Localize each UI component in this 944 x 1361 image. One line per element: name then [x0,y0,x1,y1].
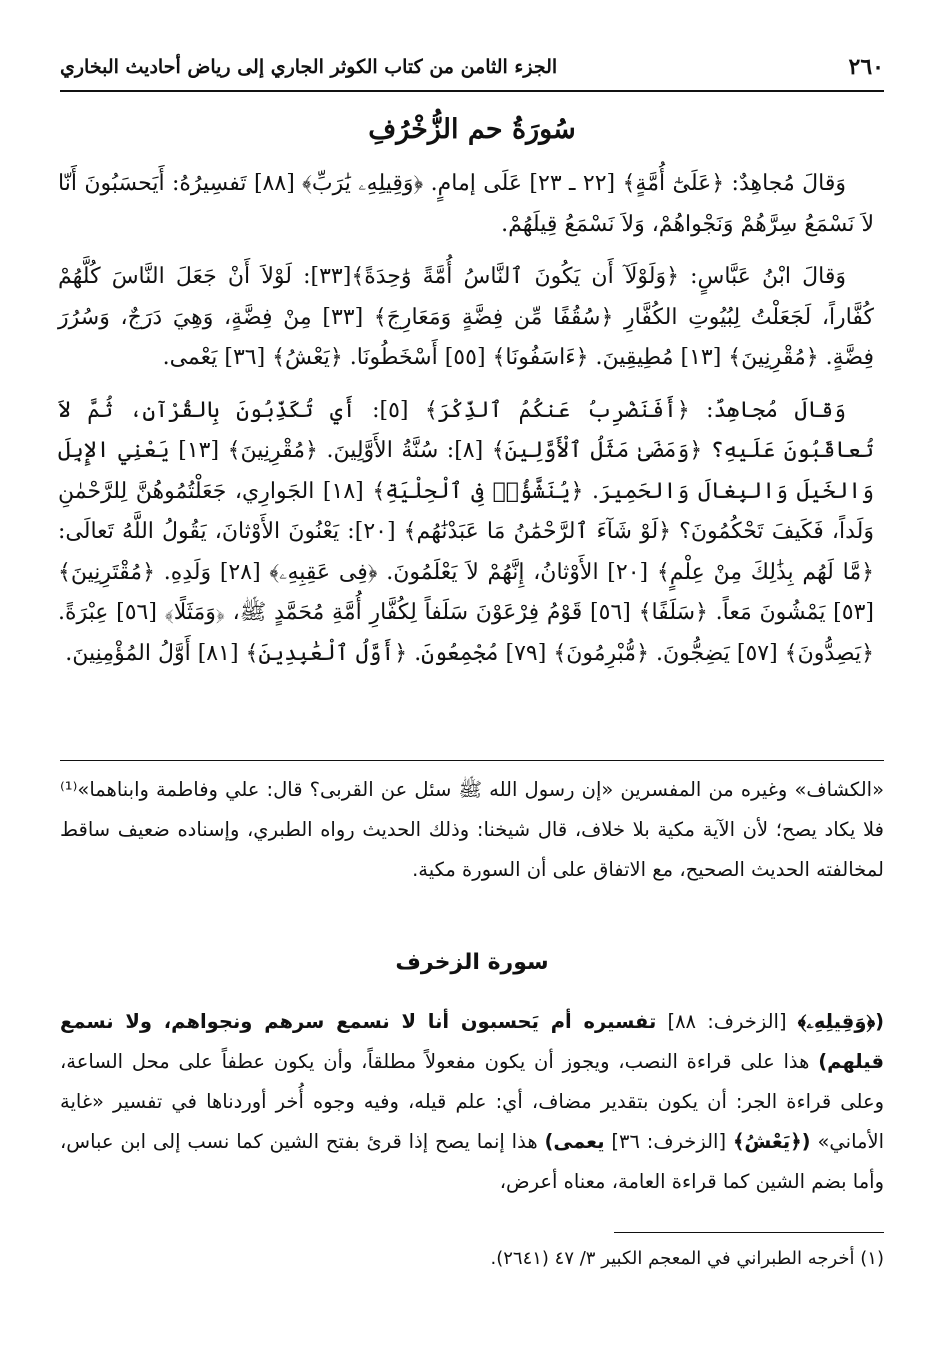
main-paragraph: وَقالَ مُجاهِدٌ: ﴿أَفَنَضْرِبُ عَنكُمُ ٱلذِّكْرَ﴾ [٥]: أَي تُكَذِّبُونَ بِالقُرْآنِ، ثُمَّ لاَ تُعاقَبُونَ عَلَيهِ؟ ﴿وَمَضَىٰ مَثَلُ ٱلْأَوَّلِينَ﴾ [٨]: سُنَّةُ الأَوَّلِينَ. ﴿مُقْرِنِينَ﴾ [١٣] يَعْنِي الإِبِلَ وَالخَيلَ وَالبِغالَ وَالحَمِيرَ. ﴿يُنَشَّؤُا۟ فِى ٱلْحِلْيَةِ﴾ [١٨] الجَوارِي، جَعَلْتُمُوهُنَّ لِلرَّحْمٰنِ وَلَداً، فَكَيفَ تَحْكُمُونَ؟ ﴿لَوْ شَآءَ ٱلرَّحْمَٰنُ مَا عَبَدْنَٰهُم﴾ [٢٠]: يَعْنُونَ الأَوْثانَ، يَقُولُ اللَّهُ تَعالَى: ﴿مَّا لَهُم بِذَٰلِكَ مِنْ عِلْمٍ﴾ [٢٠] الأَوْثانُ، إِنَّهُمْ لاَ يَعْلَمُونَ. ﴿فِى عَقِبِهِۦ﴾ [٢٨] وَلَدِهِ. ﴿مُقْتَرِنِينَ﴾ [٥٣] يَمْشُونَ مَعاً. ﴿سَلَفًا﴾ [٥٦] قَوْمُ فِرْعَوْنَ سَلَفاً لِكُفَّارِ أُمَّةِ مُحَمَّدٍ ﷺ، ﴿وَمَثَلًا﴾ [٥٦] عِبْرَةً. ﴿يَصِدُّونَ﴾ [٥٧] يَضِجُّونَ. ﴿مُّبْرِمُونَ﴾ [٧٩] مُجْمِعُونَ. ﴿أَوَّلُ ٱلْعَٰبِدِينَ﴾ [٨١] أَوَّلُ المُؤْمِنِينَ. [58,397,875,666]
commentary-section-title: سورة الزخرف [395,950,549,975]
commentary-paragraph [60,1002,884,1202]
footnote-divider [614,1232,884,1233]
verse-reference: [الزخرف: ٨٨] [667,1010,787,1033]
page-header [60,50,884,92]
main-paragraph: وَقالَ مُجاهِدٌ: ﴿عَلَىٰٓ أُمَّةٍ﴾ [٢٢ ـ ٢٣] عَلَى إمامٍ. ﴿وَقِيلِهِۦ يَٰرَبِّ﴾ [٨٨] تَفسِيرُهُ: أَيَحسَبُونَ أَنّا لاَ نَسْمَعُ سِرَّهُمْ وَنَجْواهُمْ، وَلاَ نَسْمَعُ قِيلَهُمْ. [58,171,874,237]
verse-reference: [الزخرف: ٣٦] [611,1130,727,1153]
quoted-text: يعمى) [544,1130,605,1153]
commentary-text: هذا إنما يصح إذا قرئ بفتح الشين كما نسب إلى ابن عباس، وأما بضم الشين كما قراءة العامة، معناه أعرض، [60,1130,884,1193]
main-text [58,164,874,686]
commentary-text: هذا على قراءة النصب، ويجوز أن يكون مفعولاً مطلقاً، وأن يكون عطفاً على محل الساعة، وعلى قراءة الجر: أن يكون بتقدير مضاف، أي: علم قيله، وفيه وجوه أُخر أوردناها في تفسير «غاية الأماني» [60,1050,884,1153]
page-number: ٢٦٠ [848,54,884,80]
quoted-verse: (﴿وَقِيلِهِۦ﴾ [797,1010,884,1033]
commentary-paragraph: «الكشاف» وغيره من المفسرين «إن رسول الله ﷺ سئل عن القربى؟ قال: علي وفاطمة وابناهما»⁽¹⁾ فلا يكاد يصح؛ لأن الآية مكية بلا خلاف، قال شيخنا: وذلك الحديث رواه الطبري، وإسناده ضعيف ساقط لمخالفته الحديث الصحيح، مع الاتفاق على أن السورة مكية. [60,778,884,881]
section-divider [60,760,884,761]
surah-title: سُورَةُ حم الزُّخْرُفِ [368,114,576,145]
quoted-text: تفسيره أم يَحسبون أنا لا نسمع سرهم ونجواهم، ولا نسمع قيلهم) [60,1010,884,1073]
quoted-verse: (﴿يَعْشُ﴾ [732,1130,811,1153]
main-paragraph: وَقالَ ابْنُ عَبَّاسٍ: ﴿وَلَوْلَآ أَن يَكُونَ ٱلنَّاسُ أُمَّةً وَٰحِدَةً﴾[٣٣]: لَوْلاَ أَنْ جَعَلَ النَّاسَ كُلَّهُمْ كُفَّاراً، لَجَعَلْتُ لِبُيُوتِ الكُفَّارِ ﴿سُقُفًا مِّن فِضَّةٍ وَمَعَارِجَ﴾ [٣٣] مِنْ فِضَّةٍ، وَهِيَ دَرَجٌ، وَسُرُرَ فِضَّةٍ. ﴿مُقْرِنِينَ﴾ [١٣] مُطِيقِينَ. ﴿ءَاسَفُونَا﴾ [٥٥] أَسْخَطُونَا. ﴿يَعْشُ﴾ [٣٦] يَعْمى. [58,264,874,370]
running-title: الجزء الثامن من كتاب الكوثر الجاري إلى رياض أحاديث البخاري [60,56,558,78]
footnote: (١) أخرجه الطبراني في المعجم الكبير ٣/ ٤٧ (٢٦٤١). [490,1248,884,1269]
